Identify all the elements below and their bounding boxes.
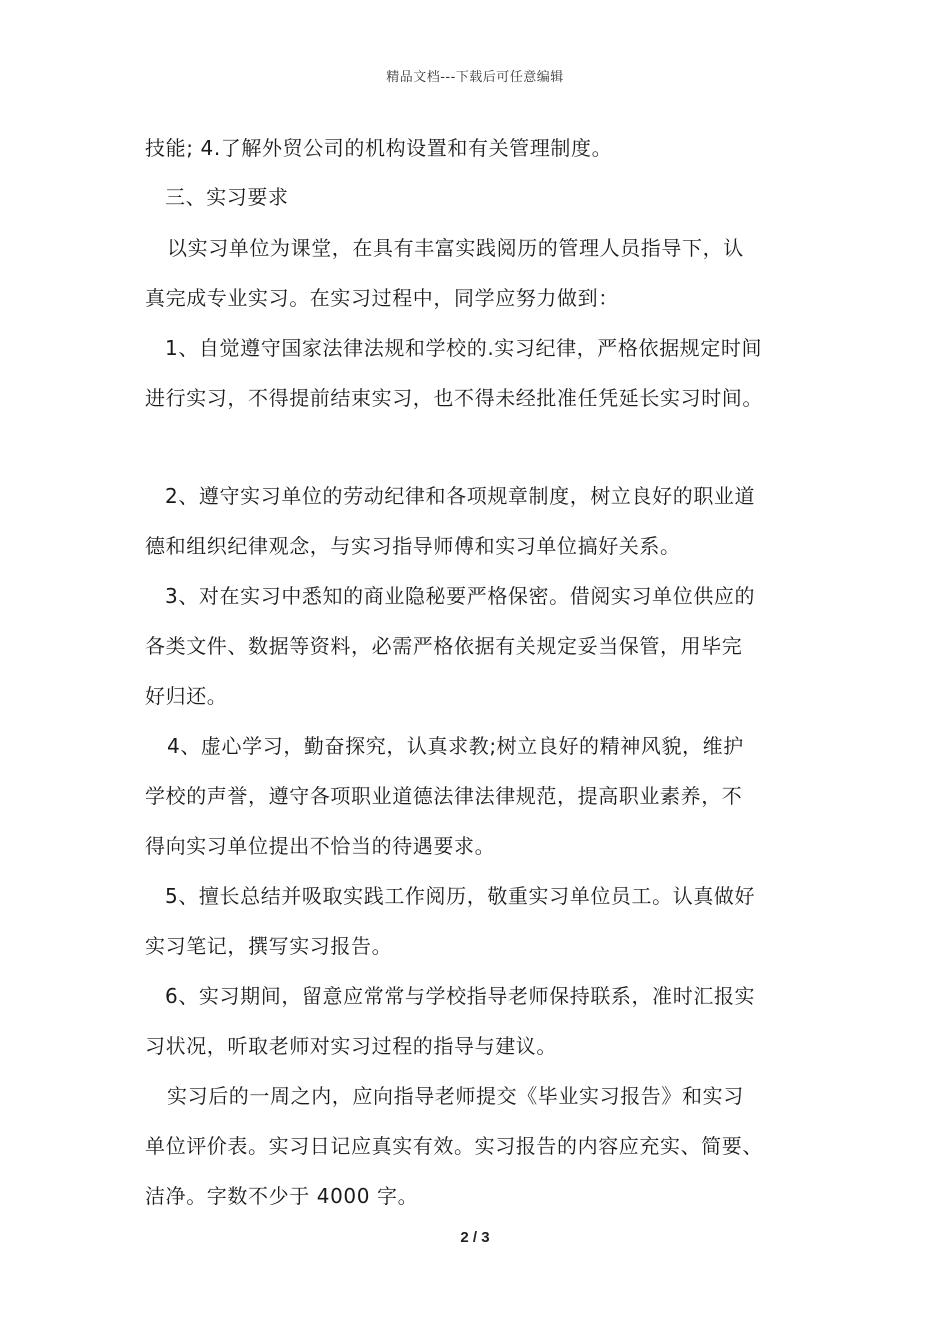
- closing-line-2: 单位评价表。实习日记应真实有效。实习报告的内容应充实、简要、: [145, 1134, 763, 1158]
- requirement-2-line-2: 德和组织纪律观念，与实习指导师傅和实习单位搞好关系。: [145, 534, 681, 558]
- text-line-1: 技能; 4.了解外贸公司的机构设置和有关管理制度。: [145, 136, 613, 160]
- section-heading: 三、实习要求: [165, 185, 289, 209]
- requirement-3-line-1: 3、对在实习中悉知的商业隐秘要严格保密。借阅实习单位供应的: [165, 584, 756, 608]
- requirement-5-line-1: 5、擅长总结并吸取实践工作阅历，敬重实习单位员工。认真做好: [165, 884, 756, 908]
- requirement-1-line-2: 进行实习，不得提前结束实习，也不得未经批准任凭延长实习时间。: [145, 386, 763, 410]
- page-number: 2 / 3: [460, 1229, 490, 1246]
- requirement-3-line-3: 好归还。: [145, 684, 228, 708]
- requirement-5-line-2: 实习笔记，撰写实习报告。: [145, 934, 393, 958]
- closing-line-3: 洁净。字数不少于 4000 字。: [145, 1184, 419, 1208]
- text-line-4: 真完成专业实习。在实习过程中，同学应努力做到：: [145, 286, 619, 310]
- requirement-4-line-1: 4、虚心学习，勤奋探究，认真求教;树立良好的精神风貌，维护: [167, 734, 744, 758]
- page-header: 精品文档---下载后可任意编辑: [386, 70, 564, 85]
- requirement-3-line-2: 各类文件、数据等资料，必需严格依据有关规定妥当保管，用毕完: [145, 634, 743, 658]
- requirement-6-line-1: 6、实习期间，留意应常常与学校指导老师保持联系，准时汇报实: [165, 984, 756, 1008]
- requirement-2-line-1: 2、遵守实习单位的劳动纪律和各项规章制度，树立良好的职业道: [165, 484, 756, 508]
- requirement-4-line-3: 得向实习单位提出不恰当的待遇要求。: [145, 834, 496, 858]
- closing-line-1: 实习后的一周之内，应向指导老师提交《毕业实习报告》和实习: [167, 1084, 744, 1108]
- requirement-6-line-2: 习状况，听取老师对实习过程的指导与建议。: [145, 1034, 557, 1058]
- text-line-3: 以实习单位为课堂，在具有丰富实践阅历的管理人员指导下，认: [167, 236, 744, 260]
- requirement-1-line-1: 1、自觉遵守国家法律法规和学校的.实习纪律，严格依据规定时间: [165, 336, 763, 360]
- requirement-4-line-2: 学校的声誉，遵守各项职业道德法律法律规范，提高职业素养，不: [145, 784, 743, 808]
